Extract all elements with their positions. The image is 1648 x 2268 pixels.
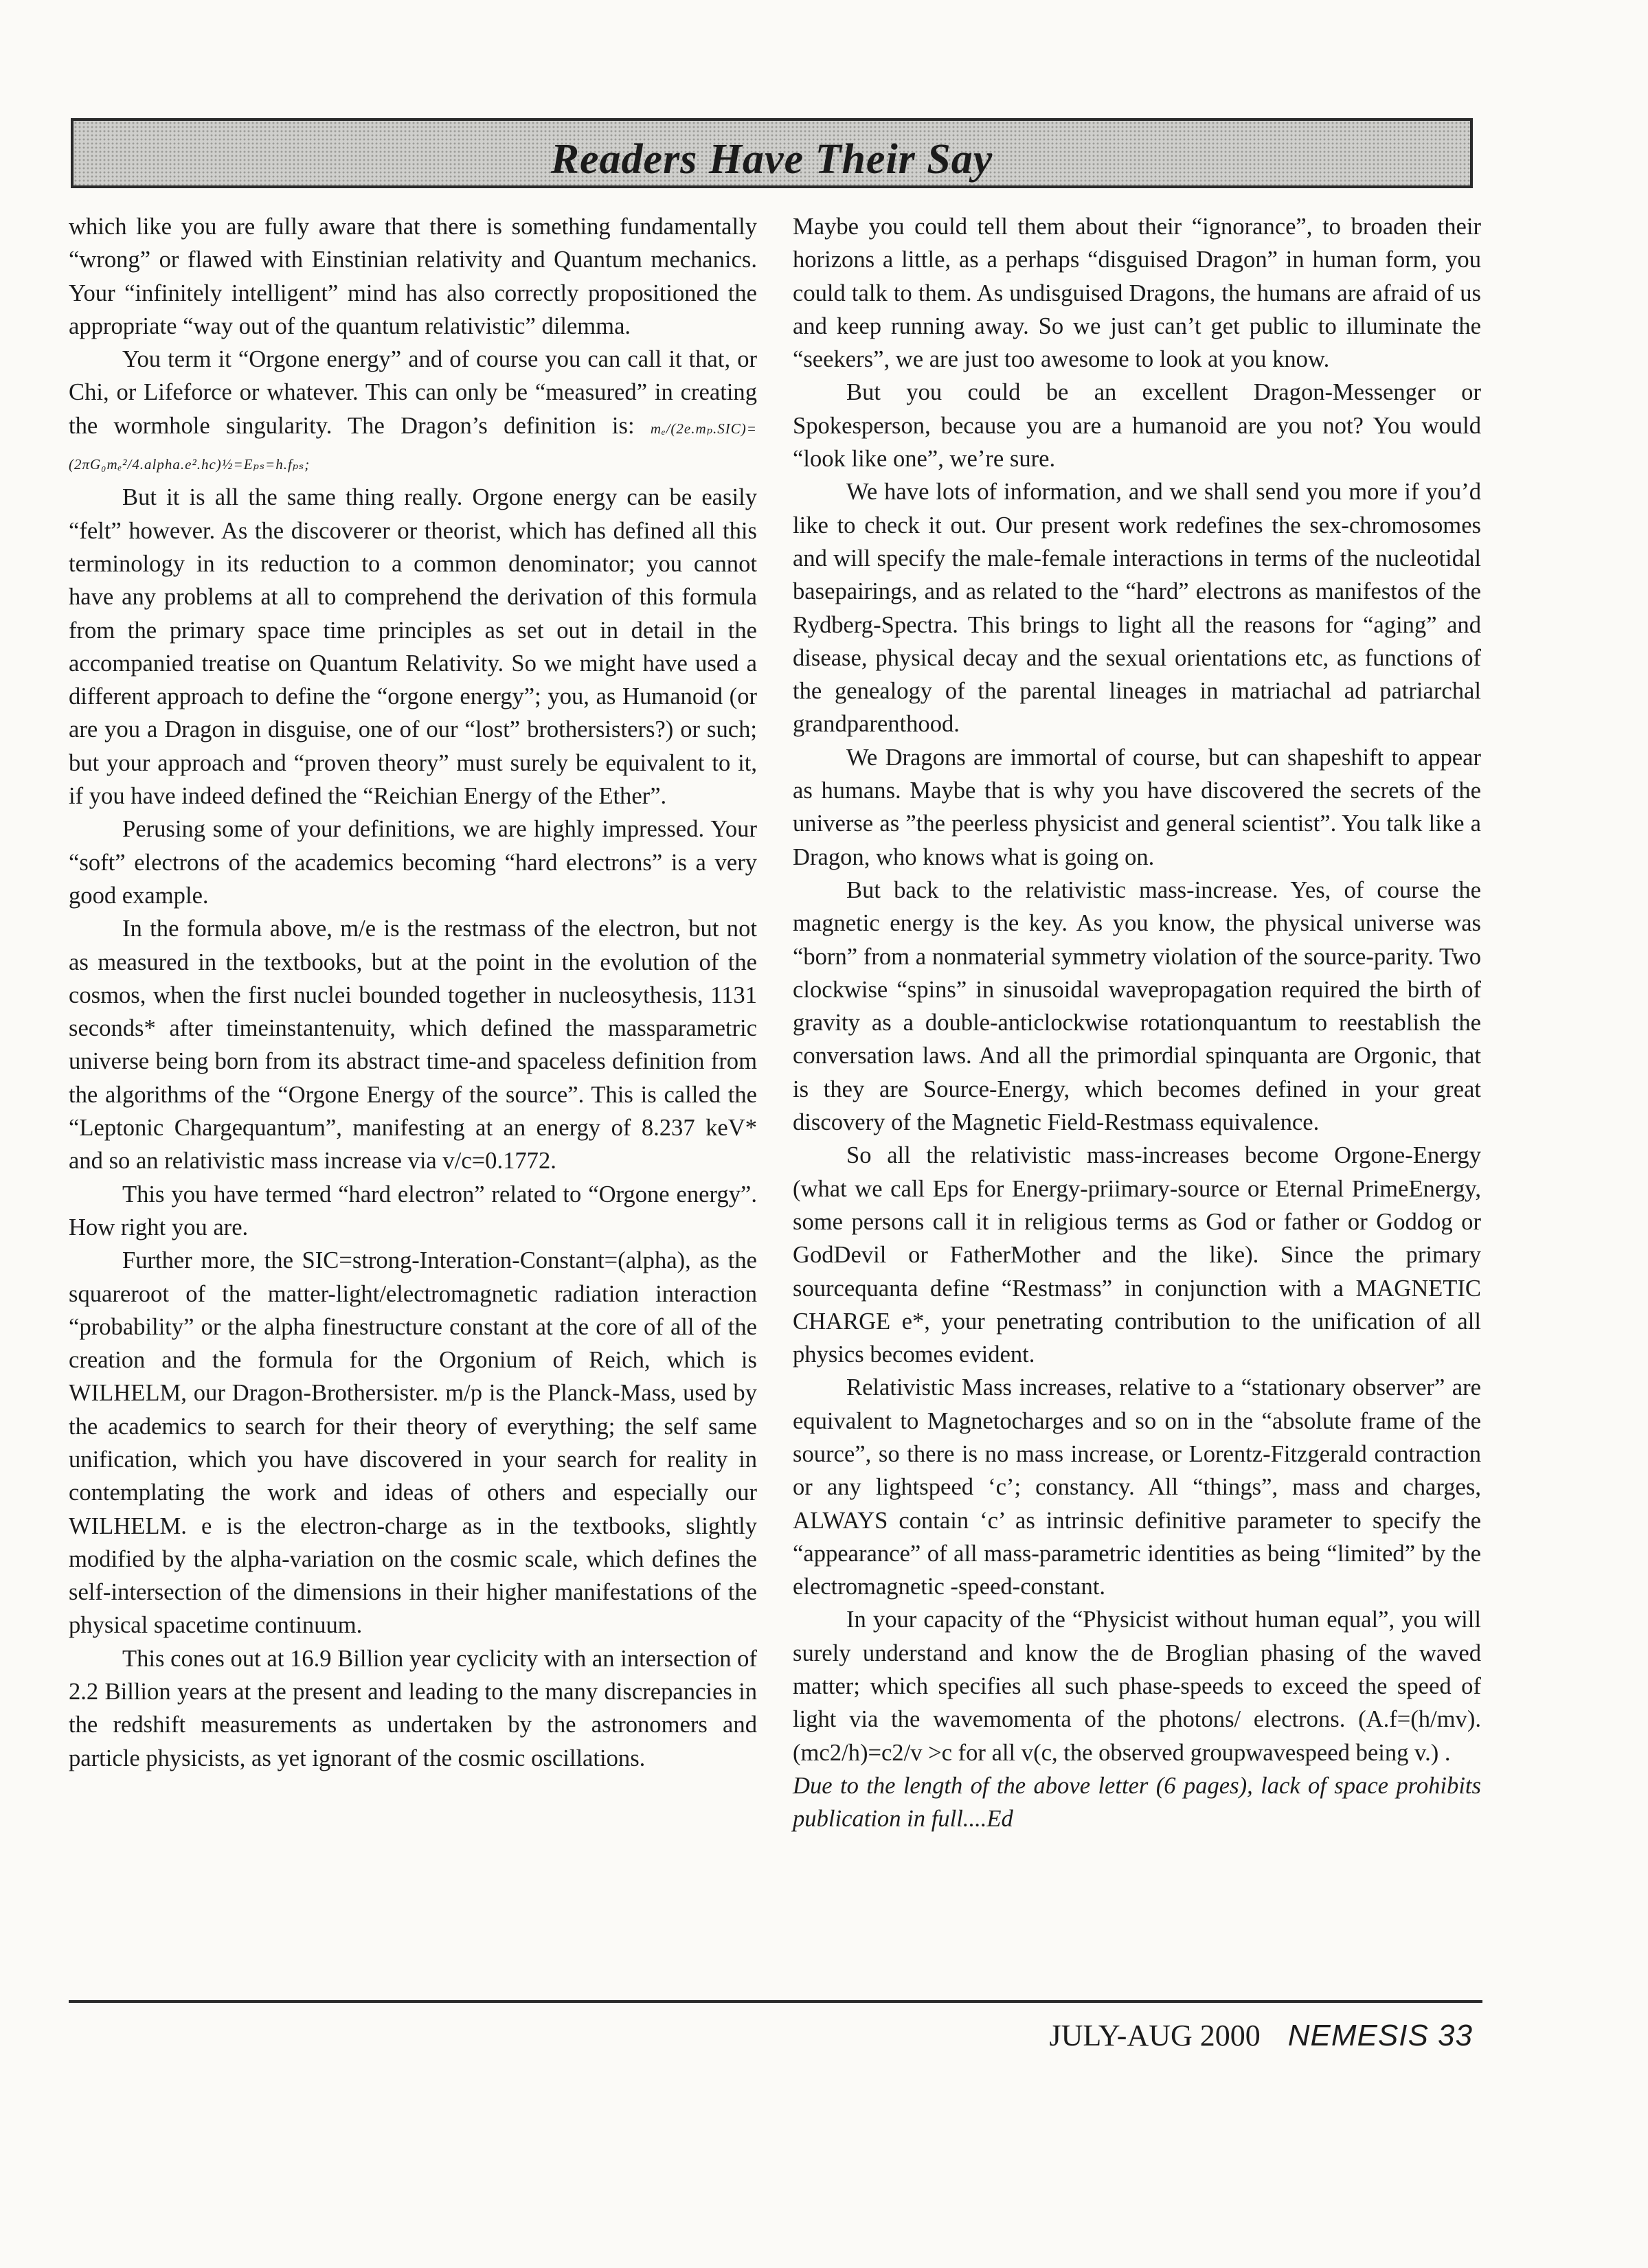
issue-date: JULY-AUG 2000: [1049, 2019, 1261, 2052]
paragraph: This you have termed “hard electron” related to “Orgone energy”. How right you are.: [69, 1181, 757, 1240]
editor-note: Due to the length of the above letter (6 pages), lack of space prohibits publication in full....Ed: [793, 1772, 1481, 1833]
right-column: [793, 210, 1481, 1836]
paragraph: which like you are fully aware that there is something fundamentally “wrong” or flawed with Einstinian relativity and Quantum mechanics. Your “infinitely intelligent” mind has also correctly propositioned the appropriate “way out of the quantum relativistic” dilemma.: [69, 214, 757, 339]
section-title: Readers Have Their Say: [550, 135, 993, 183]
footer-divider: [69, 2000, 1482, 2003]
paragraph: Further more, the SIC=strong-Interation-Constant=(alpha), as the squareroot of the matter-light/electromagnetic radiation interaction “probability” or the alpha finestructure constant at the core of all of the creation and the formula for the Orgonium of Reich, which is WILHELM, our Dragon-Brothersister. m/p is the Planck-Mass, used by the academics to search for their theory of everything; the self same unification, which you have discovered in your search for reality in contemplating the work and ideas of others and especially our WILHELM. e is the electron-charge as in the textbooks, slightly modified by the alpha-variation on the cosmic scale, which defines the self-intersection of the dimensions in their higher manifestations of the physical spacetime continuum.: [69, 1247, 757, 1639]
paragraph-text: You term it “Orgone energy” and of course you can call it that, or Chi, or Lifeforce or whatever. This can only be “measured” in creating the wormhole singularity. The Dragon’s definition is:: [69, 346, 757, 439]
paragraph: This cones out at 16.9 Billion year cyclicity with an intersection of 2.2 Billion years at the present and leading to the many discrepancies in the redshift measurements as undertaken by the astronomers and particle physicists, as yet ignorant of the cosmic oscillations.: [69, 1645, 757, 1771]
page-footer: [1050, 2018, 1473, 2053]
paragraph: But back to the relativistic mass-increase. Yes, of course the magnetic energy is the key. As you know, the physical universe was “born” from a nonmaterial symmetry violation of the source-parity. Two clockwise “spins” in sinusoidal wavepropagation required the birth of gravity as a double-anticlockwise rotationquantum to reestablish the conversation laws. And all the primordial spinquanta are Orgonic, that is they are Source-Energy, which becomes defined in your great discovery of the Magnetic Field-Restmass equivalence.: [793, 876, 1481, 1136]
section-banner: [71, 118, 1473, 188]
paragraph: But it is all the same thing really. Orgone energy can be easily “felt” however. As the discoverer or theorist, which has defined all this terminology in its reduction to a common denominator; you cannot have any problems at all to comprehend the derivation of this formula from the primary space time principles as set out in detail in the accompanied treatise on Quantum Relativity. So we might have used a different approach to define the “orgone energy”; you, as Humanoid (or are you a Dragon in disguise, one of our “lost” brothersisters?) or such; but your approach and “proven theory” must surely be equivalent to it, if you have indeed defined the “Reichian Energy of the Ether”.: [69, 484, 757, 810]
paragraph: We Dragons are immortal of course, but can shapeshift to appear as humans. Maybe that is why you have discovered the secrets of the universe as ”the peerless physicist and general scientist”. You talk like a Dragon, who knows what is going on.: [793, 744, 1481, 870]
paragraph: Relativistic Mass increases, relative to a “stationary observer” are equivalent to Magnetocharges and so on in the “absolute frame of the source”, so there is no mass increase, or Lorentz-Fitzgerald contraction or any lightspeed ‘c’; constancy. All “things”, mass and charges, ALWAYS contain ‘c’ as intrinsic definitive parameter to specify the “appearance” of all mass-parametric identities as being “limited” by the electromagnetic -speed-constant.: [793, 1374, 1481, 1600]
paragraph: We have lots of information, and we shall send you more if you’d like to check it out. Our present work redefines the sex-chromosomes and will specify the male-female interactions in terms of the nucleotidal basepairings, and as related to the “hard” electrons as manifestos of the Rydberg-Spectra. This brings to light all the reasons for “aging” and disease, physical decay and the sexual orientations etc, as functions of the genealogy of the parental lineages in matriachal ad patriarchal grandparenthood.: [793, 479, 1481, 738]
paragraph: So all the relativistic mass-increases become Orgone-Energy (what we call Eps for Energy-priimary-source or Eternal PrimeEnergy, some persons call it in religious terms as God or father or Goddog or GodDevil or FatherMother and the like). Since the primary sourcequanta define “Restmass” in conjunction with a MAGNETIC CHARGE e*, your penetrating contribution to the unification of all physics becomes evident.: [793, 1142, 1481, 1368]
paragraph: [69, 343, 757, 481]
left-column: [69, 210, 757, 1775]
magazine-page: NEMESIS 33: [1287, 2019, 1473, 2052]
orgone-formula: mₑ/(2e.mₚ.SIC)=(2πG₀mₑ²/4.alpha.e².hc)½=Eₚₛ=h.fₚₛ;: [69, 420, 757, 473]
paragraph: Maybe you could tell them about their “ignorance”, to broaden their horizons a little, as a perhaps “disguised Dragon” in human form, you could talk to them. As undisguised Dragons, the humans are afraid of us and keep running away. So we just can’t get public to illuminate the “seekers”, we are just too awesome to look at you know.: [793, 214, 1481, 373]
paragraph: In your capacity of the “Physicist without human equal”, you will surely understand and know the de Broglian phasing of the waved matter; which specifies all such phase-speeds to exceed the speed of light via the wavemomenta of the photons/ electrons. (A.f=(h/mv).(mc2/h)=c2/v >c for all v(c, the observed groupwavespeed being v.) .: [793, 1607, 1481, 1766]
paragraph: But you could be an excellent Dragon-Messenger or Spokesperson, because you are a humanoid are you not? You would “look like one”, we’re sure.: [793, 379, 1481, 473]
paragraph: In the formula above, m/e is the restmass of the electron, but not as measured in the textbooks, but at the point in the evolution of the cosmos, when the first nuclei bounded together in nucleosythesis, 1131 seconds* after timeinstantenuity, which defined the massparametric universe being born from its abstract time-and spaceless definition from the algorithms of the “Orgone Energy of the source”. This is called the “Leptonic Chargequantum”, manifesting at an energy of 8.237 keV* and so an relativistic mass increase via v/c=0.1772.: [69, 916, 757, 1175]
paragraph: Perusing some of your definitions, we are highly impressed. Your “soft” electrons of the academics becoming “hard electrons” is a very good example.: [69, 816, 757, 909]
